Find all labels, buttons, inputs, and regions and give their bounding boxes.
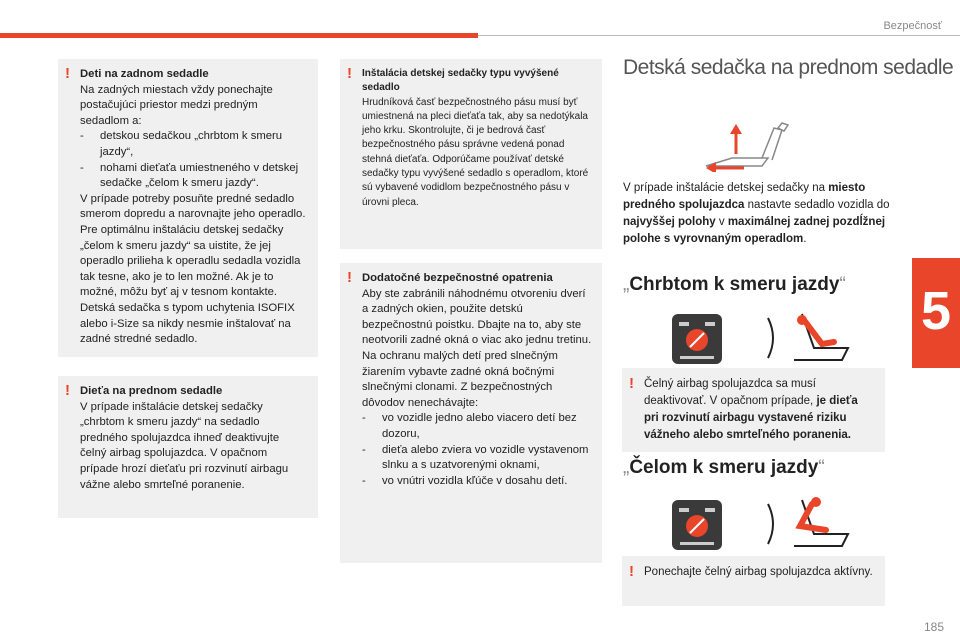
warning-box-airbag-off: ! Čelný airbag spolujazdca sa musí deaktivovať. V opačnom prípade, je dieťa pri rozvinutí airbagu vystavené riziku vážneho alebo smrteľného poranenia. — [622, 368, 885, 452]
warning-icon: ! — [65, 382, 70, 399]
header-rule — [478, 35, 960, 36]
header-accent-bar — [0, 33, 478, 38]
warning-box-airbag-on: ! Ponechajte čelný airbag spolujazdca aktívny. — [622, 556, 885, 606]
warning-box-rear-seat — [58, 59, 318, 357]
warning-icon: ! — [629, 563, 634, 580]
airbag-off-indicator-icon — [672, 500, 722, 550]
front-seat-instructions: V prípade inštalácie detskej sedačky na miesto predného spolujazdca nastavte sedadlo vozidla do najvyššej polohy v maximálnej zadnej pozdĺžnej polohe s vyrovnaným operadlom. — [623, 182, 890, 245]
rear-facing-seat-icon — [764, 308, 854, 368]
list-item: - vo vnútri vozidla kľúče v dosahu detí. — [362, 474, 592, 490]
airbag-off-indicator-icon — [672, 314, 722, 364]
box-body: V prípade inštalácie detskej sedačky „chrbtom k smeru jazdy“ na sedadlo predného spolujazdca ihneď deaktivujte čelný airbag spolujazdca. V opačnom prípade hrozí dieťaťu pri rozvinutí airbagu vážne alebo smrteľné poranenie. — [80, 400, 289, 491]
warning-icon: ! — [347, 65, 352, 82]
chapter-number: 5 — [920, 281, 952, 341]
box-list — [362, 411, 592, 489]
box-heading: Inštalácia detskej sedačky typu vyvýšené sedadlo — [362, 68, 559, 94]
box-body: V prípade potreby posuňte predné sedadlo smerom dopredu a narovnajte jeho operadlo. Pre optimálnu inštaláciu detskej sedačky „čelom k smeru jazdy“ sa uistite, že jej operadlo prilieha k operadlu sedadla vozidla tak tesne, ako je to len možné. Ak je to možné, môžu byť aj v tesnom kontakte. Detská sedačka s typom uchytenia ISOFIX alebo i-Size sa nikdy nesmie inštalovať na zadné stredné sedadlo. — [80, 192, 306, 346]
warning-box-booster-seat — [340, 59, 602, 249]
box-heading: Dieťa na prednom sedadle — [80, 385, 223, 397]
warning-icon: ! — [629, 375, 634, 392]
rear-facing-title: „Chrbtom k smeru jazdy“ — [623, 274, 846, 295]
forward-facing-seat-icon — [764, 494, 854, 554]
seat-adjust-icon — [692, 122, 802, 172]
list-item: - vo vozidle jedno alebo viacero detí bez dozoru, — [362, 411, 592, 442]
warning-icon: ! — [65, 65, 70, 82]
list-item: - nohami dieťaťa umiestneného v detskej sedačke „čelom k smeru jazdy“. — [80, 161, 308, 192]
warning-box-extra-safety — [340, 263, 602, 563]
box-body: Aby ste zabránili náhodnému otvoreniu dverí a zadných okien, použite detskú bezpečnostnú poistku. Dbajte na to, aby ste neotvorili zadné okná o viac ako jednu tretinu. Na ochranu malých detí pred slnečným žiarením vybavte zadné okná bočnými slnečnými clonami. Z bezpečnostných dôvodov nenechávajte: — [362, 287, 592, 409]
box-intro: Na zadných miestach vždy ponechajte postačujúci priestor medzi predným sedadlom a: — [80, 83, 273, 127]
front-seat-title: Detská sedačka na prednom sedadle — [623, 56, 954, 79]
box-heading: Dodatočné bezpečnostné opatrenia — [362, 272, 553, 284]
box-heading: Deti na zadnom sedadle — [80, 68, 209, 80]
list-item: - dieťa alebo zviera vo vozidle vystavenom slnku a s uzatvorenými oknami, — [362, 443, 592, 474]
warning-box-front-seat — [58, 376, 318, 518]
section-title: Bezpečnosť — [883, 20, 942, 32]
box-list — [80, 129, 308, 191]
page-number: 185 — [923, 620, 944, 634]
box-body: Hrudníková časť bezpečnostného pásu musí byť umiestnená na pleci dieťaťa tak, aby sa nedotýkala jeho krku. Skontrolujte, či je bedrová časť bezpečnostného pásu správne vedená ponad stehná dieťaťa. Odporúčame používať detské sedačky typu vyvýšené sedadlo s operadlom, ktoré sú vybavené vodidlom bezpečnostného pásu v úrovni pleca. — [362, 96, 589, 208]
warning-icon: ! — [347, 269, 352, 286]
forward-facing-title: „Čelom k smeru jazdy“ — [623, 457, 825, 478]
list-item: - detskou sedačkou „chrbtom k smeru jazdy“, — [80, 129, 308, 160]
